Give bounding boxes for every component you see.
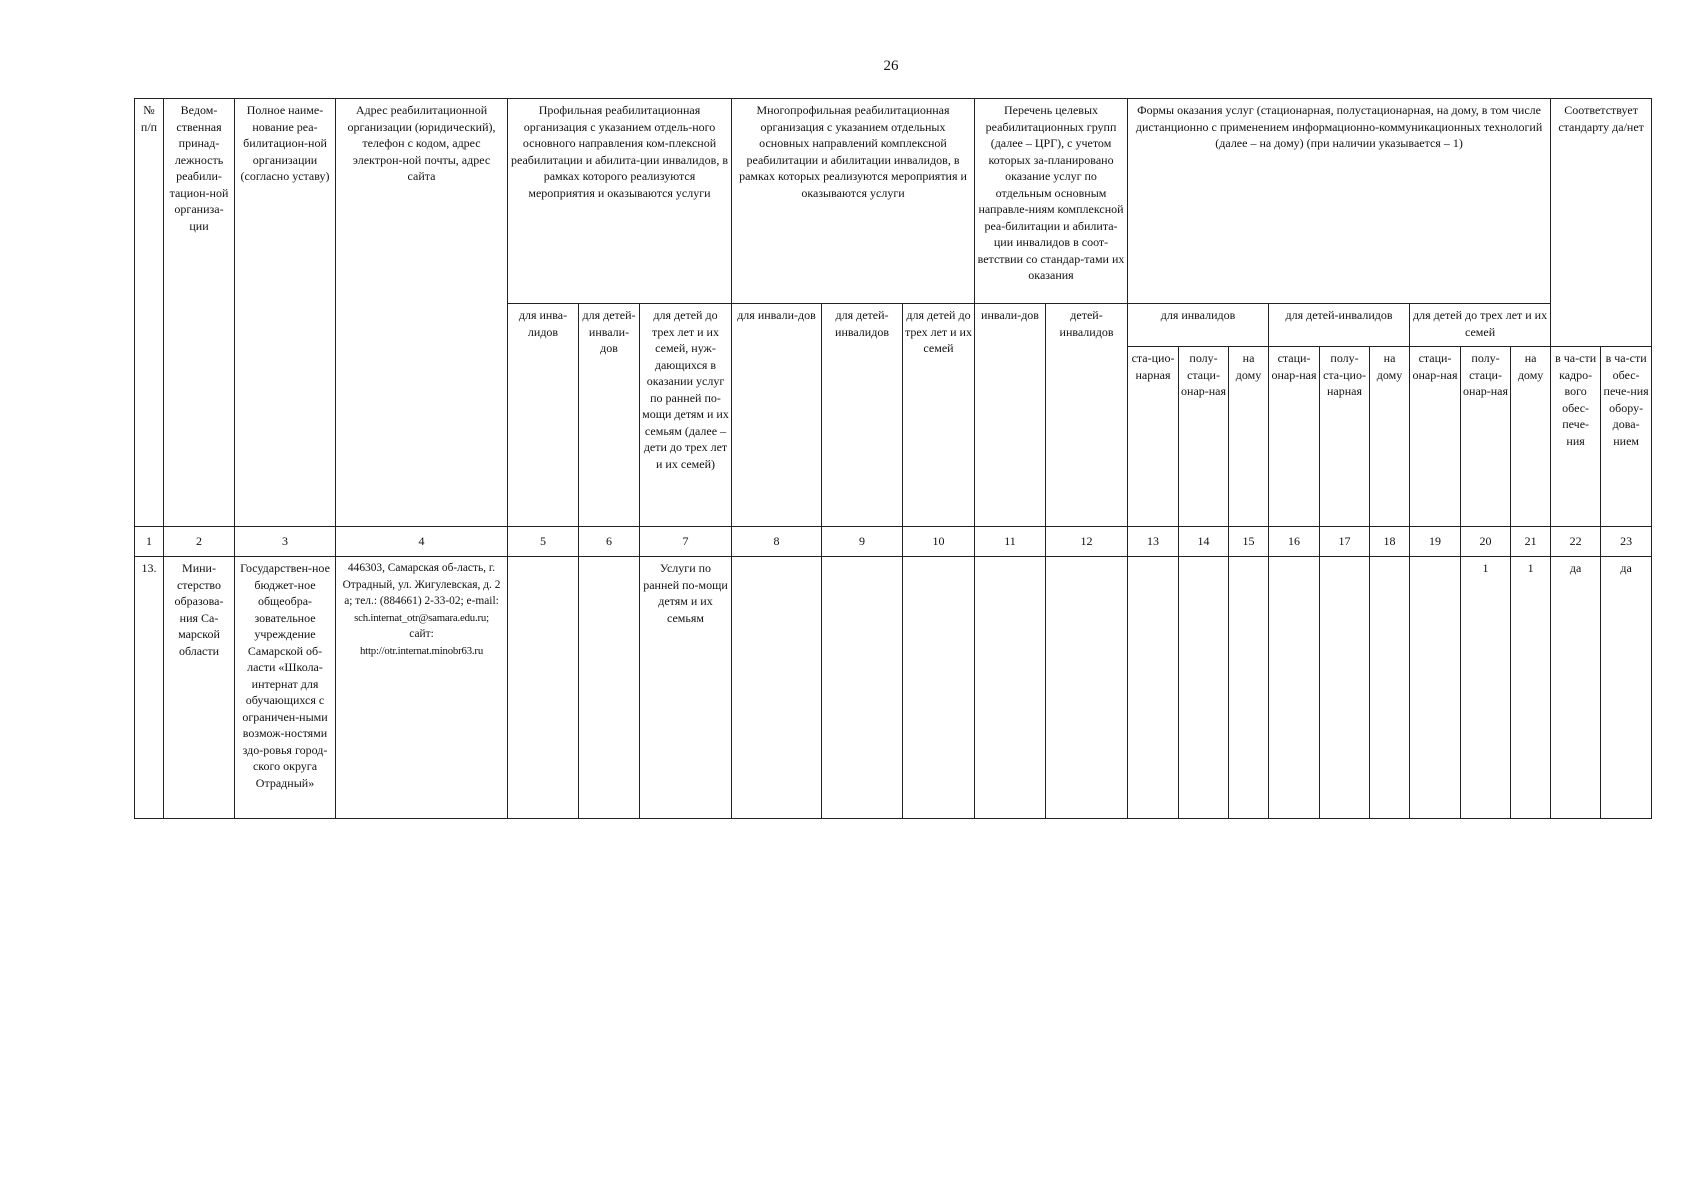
cell-6 xyxy=(579,557,640,819)
header-multi-invalids: для инвали-дов xyxy=(732,304,822,527)
header-multi-children: для детей-инвалидов xyxy=(822,304,903,527)
column-number: 21 xyxy=(1511,527,1551,557)
cell-16 xyxy=(1269,557,1320,819)
site-url: http://otr.internat.minobr63.ru xyxy=(359,644,484,657)
header-col-14: полу-стаци-онар-ная xyxy=(1179,347,1229,527)
cell-7: Услуги по ранней по-мощи детям и их семьям xyxy=(640,557,732,819)
column-number: 5 xyxy=(508,527,579,557)
header-target-children: детей-инвалидов xyxy=(1046,304,1128,527)
page-number: 26 xyxy=(883,58,899,74)
header-col-16: стаци-онар-ная xyxy=(1269,347,1320,527)
header-col-20: полу-стаци-онар-ная xyxy=(1461,347,1511,527)
row-address xyxy=(336,557,508,819)
column-number: 14 xyxy=(1179,527,1229,557)
header-col-13: ста-цио-нарная xyxy=(1128,347,1179,527)
address-text: 446303, Самарская об-ласть, г. Отрадный, ул. Жигулевская, д. 2 а; тел.: (884661) 2-33-02; e-mail: xyxy=(342,562,501,607)
header-col-19: стаци-онар-ная xyxy=(1410,347,1461,527)
row-number: 13. xyxy=(135,557,164,819)
column-number: 15 xyxy=(1229,527,1269,557)
column-number: 11 xyxy=(975,527,1046,557)
header-col-22: в ча-сти кадро-вого обес-пече-ния xyxy=(1551,347,1601,527)
column-number: 12 xyxy=(1046,527,1128,557)
header-multi-under3: для детей до трех лет и их семей xyxy=(903,304,975,527)
header-col-15: на дому xyxy=(1229,347,1269,527)
cell-11 xyxy=(975,557,1046,819)
cell-13 xyxy=(1128,557,1179,819)
header-multi-org: Многопрофильная реабилитационная организация с указанием отдельных основных направлений комплексной реабилитации и абилитации инвалидов, в рамках которых реализуются мероприятия и оказываются услуги xyxy=(732,99,975,304)
column-number: 3 xyxy=(235,527,336,557)
column-number: 17 xyxy=(1320,527,1370,557)
column-number: 18 xyxy=(1370,527,1410,557)
header-forms-children: для детей-инвалидов xyxy=(1269,304,1410,347)
column-number: 1 xyxy=(135,527,164,557)
column-number: 9 xyxy=(822,527,903,557)
row-vedomstvo: Мини-стерство образова-ния Са-марской области xyxy=(164,557,235,819)
cell-12 xyxy=(1046,557,1128,819)
column-number: 7 xyxy=(640,527,732,557)
header-col-17: полу-ста-цио-нарная xyxy=(1320,347,1370,527)
site-label: сайт: xyxy=(409,628,434,640)
header-profile-org: Профильная реабилитационная организация с указанием отдель-ного основного направления ком-плексной реабилитации и абилита-ции инвалидов, в рамках которого реализуются мероприятия и оказываются услуги xyxy=(508,99,732,304)
cell-5 xyxy=(508,557,579,819)
header-profile-invalids: для инва-лидов xyxy=(508,304,579,527)
column-number: 20 xyxy=(1461,527,1511,557)
header-num: № п/п xyxy=(135,99,164,527)
header-profile-children: для детей-инвали-дов xyxy=(579,304,640,527)
header-full-name: Полное наиме-нование реа-билитацион-ной организации (согласно уставу) xyxy=(235,99,336,527)
cell-21: 1 xyxy=(1511,557,1551,819)
cell-9 xyxy=(822,557,903,819)
column-number: 23 xyxy=(1601,527,1652,557)
cell-18 xyxy=(1370,557,1410,819)
column-number: 22 xyxy=(1551,527,1601,557)
registry-table xyxy=(134,98,1652,819)
header-col-18: на дому xyxy=(1370,347,1410,527)
header-standard: Соответствует стандарту да/нет xyxy=(1551,99,1652,347)
column-number: 4 xyxy=(336,527,508,557)
header-forms-under3: для детей до трех лет и их семей xyxy=(1410,304,1551,347)
cell-23: да xyxy=(1601,557,1652,819)
column-number: 8 xyxy=(732,527,822,557)
header-col-23: в ча-сти обес-пече-ния обору-дова-нием xyxy=(1601,347,1652,527)
header-target-invalids: инвали-дов xyxy=(975,304,1046,527)
column-number: 2 xyxy=(164,527,235,557)
cell-19 xyxy=(1410,557,1461,819)
header-forms: Формы оказания услуг (стационарная, полустационарная, на дому, в том числе дистанционно с применением информационно-коммуникационных технологий (далее – на дому) (при наличии указывается – 1) xyxy=(1128,99,1551,304)
cell-14 xyxy=(1179,557,1229,819)
header-vedomstvo: Ведом-ственная принад-лежность реабили-тацион-ной организа-ции xyxy=(164,99,235,527)
header-target-groups: Перечень целевых реабилитационных групп (далее – ЦРГ), с учетом которых за-планировано оказание услуг по отдельным основным направле-ниям комплексной реа-билитации и абилита-ции инвалидов в соот-ветствии со стандар-тами их оказания xyxy=(975,99,1128,304)
cell-22: да xyxy=(1551,557,1601,819)
column-number: 6 xyxy=(579,527,640,557)
row-full-name: Государствен-ное бюджет-ное общеобра-зовательное учреждение Самарской об-ласти «Школа-интернат для обучающихся с ограничен-ными возмож-ностями здо-ровья город-ского округа Отрадный» xyxy=(235,557,336,819)
cell-15 xyxy=(1229,557,1269,819)
cell-8 xyxy=(732,557,822,819)
header-address: Адрес реабилитационной организации (юридический), телефон с кодом, адрес электрон-ной почты, адрес сайта xyxy=(336,99,508,527)
header-profile-under3: для детей до трех лет и их семей, нуж-дающихся в оказании услуг по ранней по-мощи детям и их семьям (далее – дети до трех лет и их семей) xyxy=(640,304,732,527)
column-number: 13 xyxy=(1128,527,1179,557)
table-row xyxy=(135,557,1652,819)
column-number: 16 xyxy=(1269,527,1320,557)
cell-10 xyxy=(903,557,975,819)
cell-20: 1 xyxy=(1461,557,1511,819)
column-number: 10 xyxy=(903,527,975,557)
header-col-21: на дому xyxy=(1511,347,1551,527)
column-numbers-row xyxy=(135,527,1652,557)
email-text: sch.internat_otr@samara.edu.ru; xyxy=(354,611,489,624)
column-number: 19 xyxy=(1410,527,1461,557)
cell-17 xyxy=(1320,557,1370,819)
header-forms-invalids: для инвалидов xyxy=(1128,304,1269,347)
